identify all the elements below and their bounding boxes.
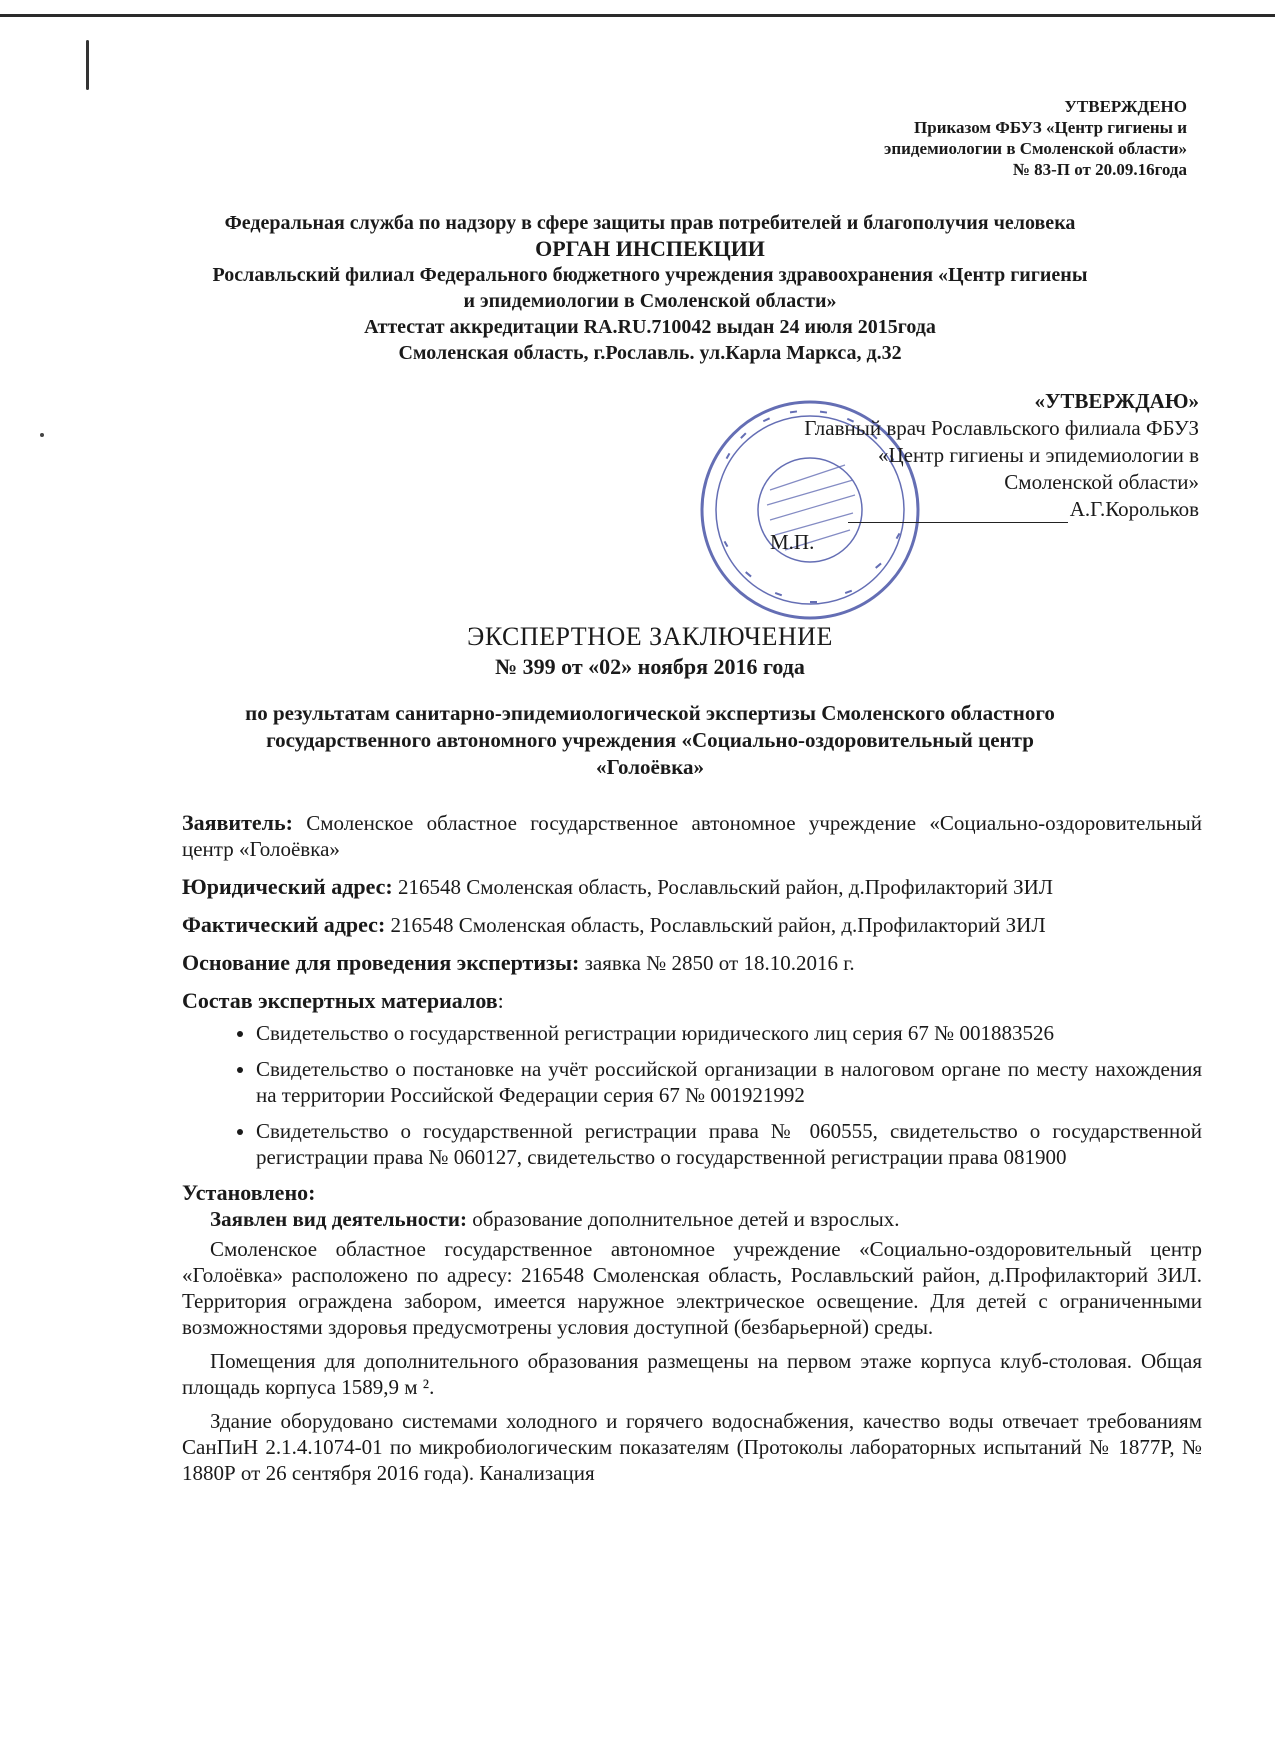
org-line-5: Аттестат аккредитации RA.RU.710042 выдан 24 июля 2015года xyxy=(364,316,936,338)
materials-list xyxy=(182,1020,1202,1170)
paragraph-premises: Помещения для дополнительного образования размещены на первом этаже корпуса клуб-столовая. Общая площадь корпуса 1589,9 м ². xyxy=(182,1349,1202,1399)
legal-address-label: Юридический адрес: xyxy=(182,874,393,899)
approve-line-3: Смоленской области» xyxy=(1004,470,1199,494)
established-heading: Установлено: xyxy=(182,1180,316,1205)
actual-address-field xyxy=(182,912,1202,938)
materials-label: Состав экспертных материалов xyxy=(182,988,498,1013)
approval-line-2: эпидемиологии в Смоленской области» xyxy=(883,139,1187,158)
approval-block xyxy=(667,96,1187,180)
paragraph-water-supply: Здание оборудовано системами холодного и горячего водоснабжения, качество воды отвечает требованиям СанПиН 2.1.4.1074-01 по микробиологическим показателям (Протоколы лабораторных испытаний № 1877Р, № 1880Р от 26 сентября 2016 года). Канализация xyxy=(182,1409,1202,1485)
seal-place-label: М.П. xyxy=(770,530,815,554)
title-main: ЭКСПЕРТНОЕ ЗАКЛЮЧЕНИЕ xyxy=(467,622,833,651)
approval-line-3: № 83-П от 20.09.16года xyxy=(1012,160,1187,179)
document-body xyxy=(182,810,1202,1494)
legal-address-field xyxy=(182,874,1202,900)
signer-name: А.Г.Корольков xyxy=(1069,497,1199,521)
approve-line-2: «Центр гигиены и эпидемиологии в xyxy=(878,443,1199,467)
list-item: • Свидетельство о государственной регистрации права № 060555, свидетельство о государственной регистрации права № 060127, свидетельство о государственной регистрации права 081900 xyxy=(256,1118,1202,1170)
approval-line-1: Приказом ФБУЗ «Центр гигиены и xyxy=(914,118,1187,137)
scan-edge-line xyxy=(0,14,1275,17)
subtitle-line-3: «Голоёвка» xyxy=(596,755,704,779)
scan-speck xyxy=(40,433,44,437)
approve-line-1: Главный врач Рославльского филиала ФБУЗ xyxy=(804,416,1199,440)
approval-label: УТВЕРЖДЕНО xyxy=(1064,97,1187,116)
org-line-6: Смоленская область, г.Рославль. ул.Карла Маркса, д.32 xyxy=(398,342,902,364)
approve-heading: «УТВЕРЖДАЮ» xyxy=(1034,389,1199,413)
applicant-value: Смоленское областное государственное автономное учреждение «Социально-оздоровительный центр «Голоёвка» xyxy=(182,811,1203,861)
list-item: • Свидетельство о государственной регистрации юридического лиц серия 67 № 001883526 xyxy=(256,1020,1202,1046)
activity-label: Заявлен вид деятельности: xyxy=(210,1207,467,1231)
organization-header xyxy=(150,210,1150,366)
actual-address-label: Фактический адрес: xyxy=(182,912,386,937)
subtitle-line-2: государственного автономного учреждения «Социально-оздоровительный центр xyxy=(266,728,1034,752)
activity-field xyxy=(182,1206,1202,1232)
actual-address-value: 216548 Смоленская область, Рославльский район, д.Профилакторий ЗИЛ xyxy=(390,913,1046,937)
basis-field xyxy=(182,950,1202,976)
signature-row xyxy=(639,496,1199,523)
subtitle-line-1: по результатам санитарно-эпидемиологической экспертизы Смоленского областного xyxy=(245,701,1055,725)
materials-heading xyxy=(182,988,1202,1014)
org-line-3: Рославльский филиал Федерального бюджетного учреждения здравоохранения «Центр гигиены xyxy=(212,264,1088,286)
paragraph-location: Смоленское областное государственное автономное учреждение «Социально-оздоровительный центр «Голоёвка» расположено по адресу: 216548 Смоленская область, Рославльский район, д.Профилакторий ЗИЛ. Территория ограждена забором, имеется наружное электрическое освещение. Для детей с ограниченными возможностями здоровья предусмотрены условия доступной (безбарьерной) среды. xyxy=(182,1237,1202,1339)
applicant-field xyxy=(182,810,1202,862)
applicant-label: Заявитель: xyxy=(182,810,293,835)
basis-value: заявка № 2850 от 18.10.2016 г. xyxy=(584,951,855,975)
list-item: • Свидетельство о постановке на учёт российской организации в налоговом органе по месту нахождения на территории Российской Федерации серия 67 № 001921992 xyxy=(256,1056,1202,1108)
org-line-2: ОРГАН ИНСПЕКЦИИ xyxy=(535,236,765,261)
head-doctor-approval xyxy=(639,388,1199,523)
basis-label: Основание для проведения экспертизы: xyxy=(182,950,580,975)
signature-line xyxy=(848,522,1068,523)
legal-address-value: 216548 Смоленская область, Рославльский район, д.Профилакторий ЗИЛ xyxy=(397,875,1054,899)
scan-pen-mark xyxy=(86,40,89,90)
activity-value: образование дополнительное детей и взрослых. xyxy=(472,1207,900,1231)
materials-colon: : xyxy=(497,988,504,1013)
org-line-1: Федеральная служба по надзору в сфере защиты прав потребителей и благополучия человека xyxy=(224,212,1076,234)
document-subtitle xyxy=(180,700,1120,781)
org-line-4: и эпидемиологии в Смоленской области» xyxy=(463,290,837,312)
title-number-date: № 399 от «02» ноября 2016 года xyxy=(495,654,805,679)
document-title xyxy=(150,622,1150,680)
